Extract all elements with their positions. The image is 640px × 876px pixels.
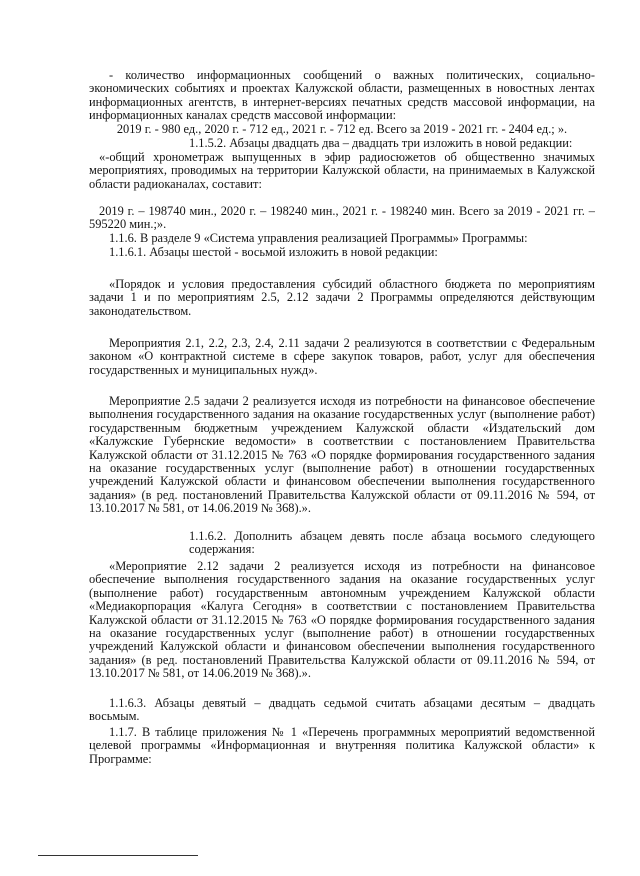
- paragraph: «Мероприятие 2.12 задачи 2 реализуется исходя из потребности на финансовое обеспечение выполнения государственного задания на оказание государственных услуг (выполнение работ) государственным автономным учреждением Калужской области «Медиакорпорация «Калуга Сегодня» в соответствии с постановлением Правительства Калужской области от 31.12.2015 № 763 «О порядке формирования государственного задания на оказание государственных услуг (выполнение работ) в отношении государственных учреждений Калужской области и финансовом обеспечении выполнения государственного задания» (в ред. постановлений Правительства Калужской области от 09.11.2016 № 594, от 13.10.2017 № 581, от 14.06.2019 № 368).».: [89, 559, 595, 681]
- paragraph: 1.1.5.2. Абзацы двадцать два – двадцать три изложить в новой редакции:: [189, 136, 573, 150]
- paragraph: 1.1.6.2. Дополнить абзацем девять после абзаца восьмого следующего содержания:: [189, 529, 595, 557]
- paragraph: 1.1.6. В разделе 9 «Система управления реализацией Программы» Программы:: [109, 231, 528, 245]
- footnote-separator: [38, 855, 198, 856]
- paragraph: «Порядок и условия предоставления субсидий областного бюджета по мероприятиям задачи 1 и по мероприятиям 2.5, 2.12 задачи 2 Программы определяются действующим законодательством.: [89, 277, 595, 318]
- paragraph: 2019 г. - 980 ед., 2020 г. - 712 ед., 2021 г. - 712 ед. Всего за 2019 - 2021 гг. - 2404 ед.; ».: [116, 122, 568, 136]
- paragraph: «-общий хронометраж выпущенных в эфир радиосюжетов об общественно значимых мероприятиях, проводимых на территории Калужской области, на принимаемых в Калужской области радиоканалах, составит:: [89, 150, 595, 191]
- paragraph: 1.1.6.1. Абзацы шестой - восьмой изложить в новой редакции:: [109, 245, 438, 259]
- paragraph: - количество информационных сообщений о важных политических, социально-экономических событиях и проектах Калужской области, размещенных в новостных лентах информационных агентств, в интернет-версиях печатных средств массовой информации, на информационных каналах средств массовой информации:: [89, 68, 595, 123]
- paragraph: 2019 г. – 198740 мин., 2020 г. – 198240 мин., 2021 г. - 198240 мин. Всего за 2019 - 2021 гг. – 595220 мин.;».: [89, 204, 595, 232]
- paragraph: Мероприятия 2.1, 2.2, 2.3, 2.4, 2.11 задачи 2 реализуются в соответствии с Федеральным законом «О контрактной системе в сфере закупок товаров, работ, услуг для обеспечения государственных и муниципальных нужд».: [89, 336, 595, 377]
- paragraph: 1.1.7. В таблице приложения № 1 «Перечень программных мероприятий ведомственной целевой программы «Информационная и внутренняя политика Калужской области» к Программе:: [89, 725, 595, 766]
- paragraph: Мероприятие 2.5 задачи 2 реализуется исходя из потребности на финансовое обеспечение выполнения государственного задания на оказание государственных услуг (выполнение работ) государственным бюджетным учреждением Калужской области «Издательский дом «Калужские Губернские ведомости» в соответствии с постановлением Правительства Калужской области от 31.12.2015 № 763 «О порядке формирования государственного задания на оказание государственных услуг (выполнение работ) в отношении государственных учреждений Калужской области и финансовом обеспечении выполнения государственного задания» (в ред. постановлений Правительства Калужской области от 09.11.2016 № 594, от 13.10.2017 № 581, от 14.06.2019 № 368).».: [89, 394, 595, 516]
- paragraph: 1.1.6.3. Абзацы девятый – двадцать седьмой считать абзацами десятым – двадцать восьмым.: [89, 696, 595, 724]
